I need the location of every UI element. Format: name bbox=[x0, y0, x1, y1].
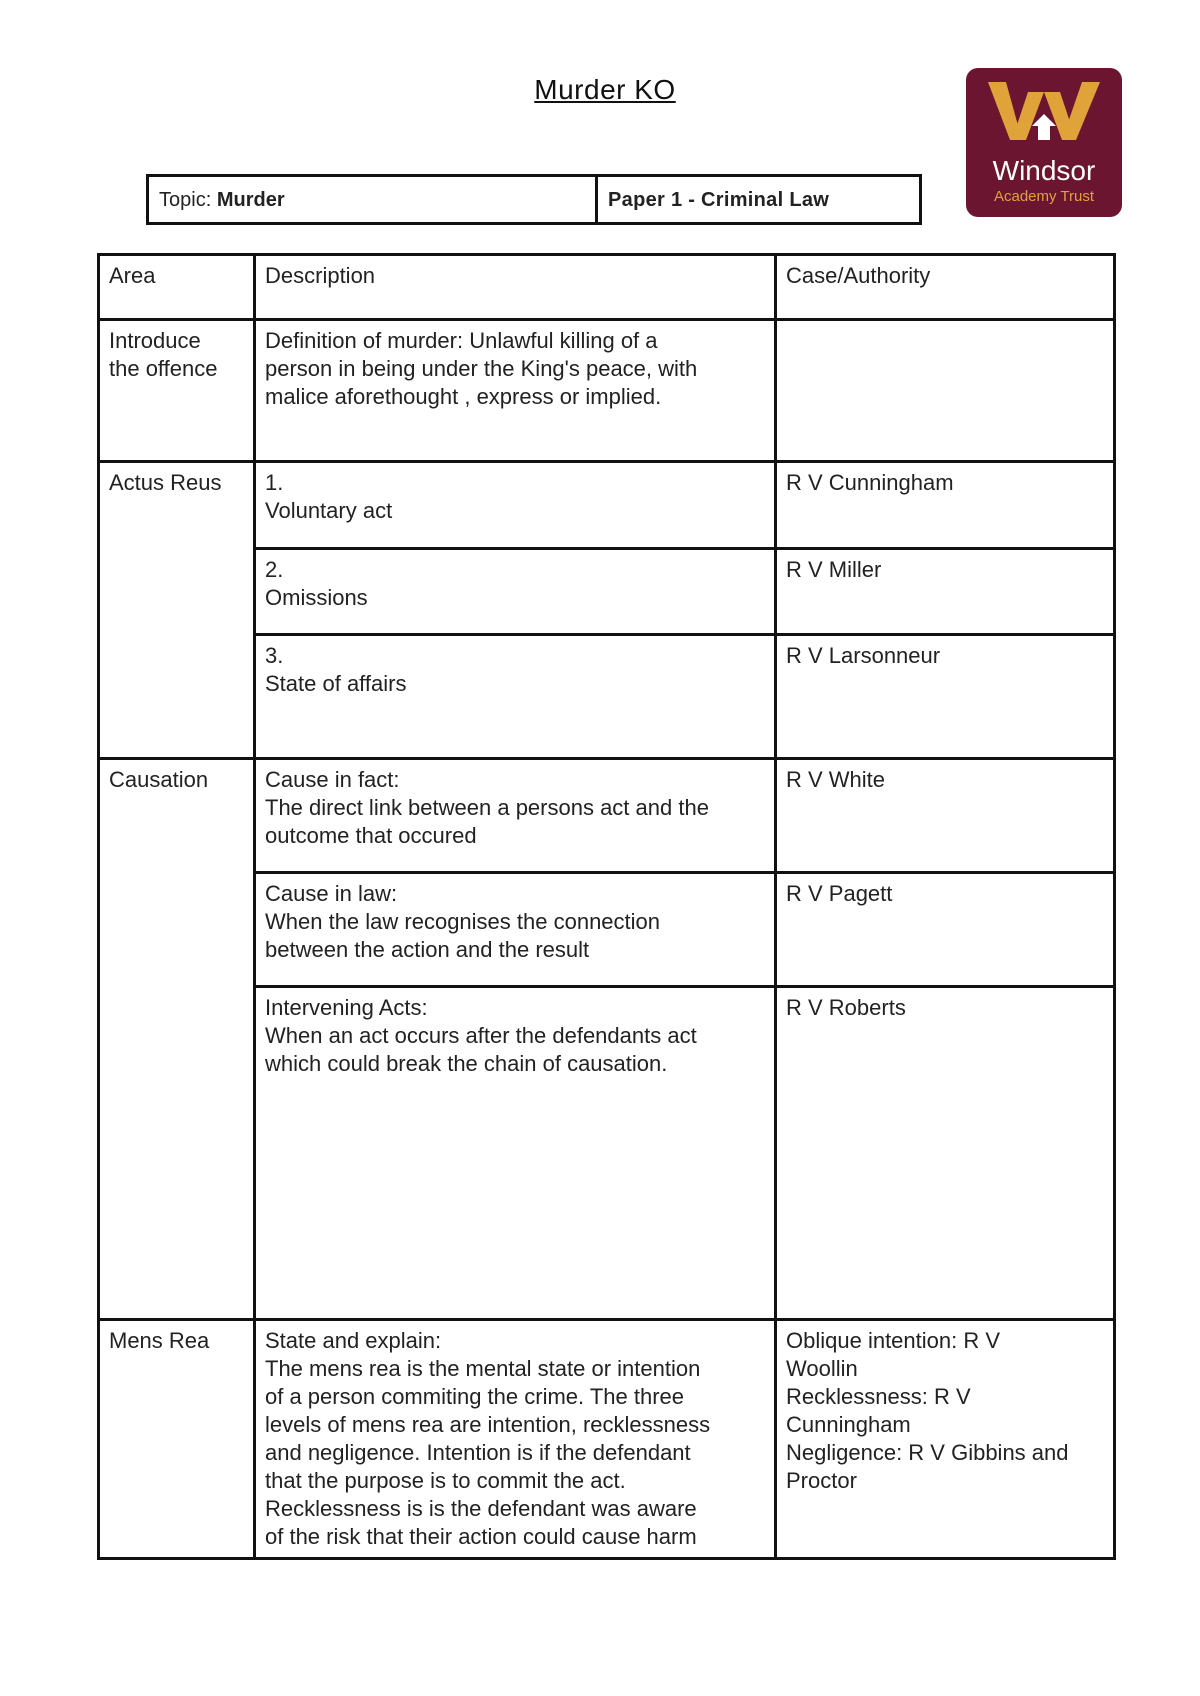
area-cell: Actus Reus bbox=[99, 462, 255, 759]
table-row bbox=[99, 1320, 1115, 1559]
topic-value: Murder bbox=[216, 189, 285, 211]
w-logo-icon bbox=[966, 68, 1122, 163]
description-cell: Cause in law: When the law recognises the connection between the action and the result bbox=[255, 873, 776, 987]
description-cell: Definition of murder: Unlawful killing of a person in being under the King's peace, with malice aforethought , express or implied. bbox=[255, 320, 776, 462]
description-cell: Intervening Acts: When an act occurs after the defendants act which could break the chain of causation. bbox=[255, 987, 776, 1320]
page-title: Murder KO bbox=[534, 74, 676, 105]
header-description: Description bbox=[255, 255, 776, 320]
case-cell: Oblique intention: R V Woollin Recklessness: R V Cunningham Negligence: R V Gibbins and Proctor bbox=[776, 1320, 1115, 1559]
description-cell: Cause in fact: The direct link between a persons act and the outcome that occured bbox=[255, 759, 776, 873]
case-cell bbox=[776, 320, 1115, 462]
area-cell: Introduce the offence bbox=[99, 320, 255, 462]
topic-cell bbox=[149, 177, 598, 222]
case-cell: R V Roberts bbox=[776, 987, 1115, 1320]
description-cell: 1. Voluntary act bbox=[255, 462, 776, 549]
case-cell: R V Miller bbox=[776, 549, 1115, 635]
case-cell: R V Larsonneur bbox=[776, 635, 1115, 759]
area-cell: Causation bbox=[99, 759, 255, 1320]
case-cell: R V White bbox=[776, 759, 1115, 873]
logo-subtitle: Academy Trust bbox=[993, 188, 1095, 205]
header-case: Case/Authority bbox=[776, 255, 1115, 320]
table-header-row bbox=[99, 255, 1115, 320]
header-area: Area bbox=[99, 255, 255, 320]
topic-box bbox=[146, 174, 922, 225]
logo-name: Windsor bbox=[992, 155, 1096, 186]
paper-cell: Paper 1 - Criminal Law bbox=[608, 189, 830, 211]
case-cell: R V Pagett bbox=[776, 873, 1115, 987]
description-cell: 3. State of affairs bbox=[255, 635, 776, 759]
table-row bbox=[99, 759, 1115, 873]
topic-label: Topic: bbox=[159, 189, 212, 211]
description-cell: 2. Omissions bbox=[255, 549, 776, 635]
knowledge-organiser-table bbox=[97, 253, 1116, 1560]
case-cell: R V Cunningham bbox=[776, 462, 1115, 549]
description-cell: State and explain: The mens rea is the mental state or intention of a person commiting the crime. The three levels of mens rea are intention, recklessness and negligence. Intention is if the defendant that the purpose is to commit the act. Recklessness is is the defendant was aware of the risk that their action could cause harm bbox=[255, 1320, 776, 1559]
area-cell: Mens Rea bbox=[99, 1320, 255, 1559]
table-row bbox=[99, 462, 1115, 549]
table-row bbox=[99, 320, 1115, 462]
windsor-academy-logo bbox=[966, 68, 1122, 217]
